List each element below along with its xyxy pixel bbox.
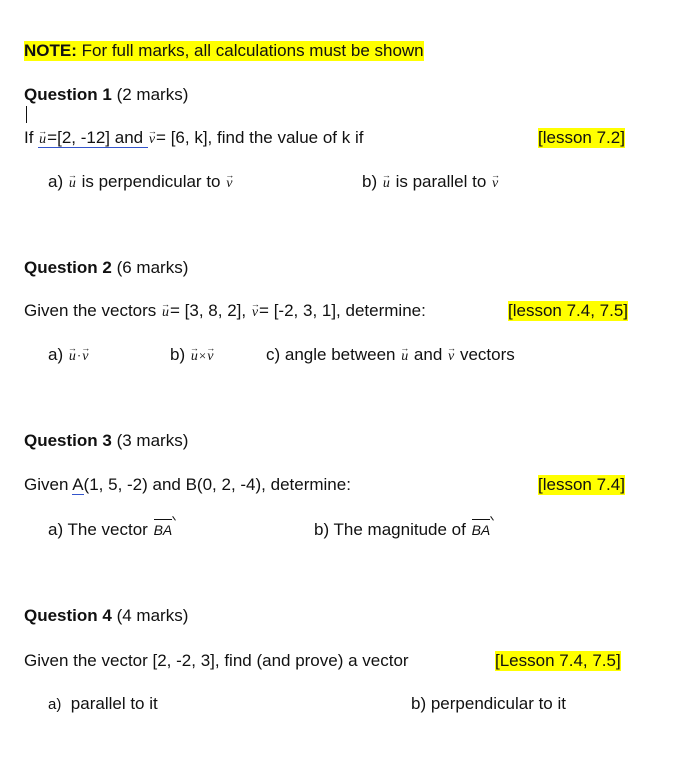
q2-part-c (266, 345, 515, 367)
vector-v: v → (206, 349, 214, 364)
q4-title: Question 4 (24, 606, 112, 625)
note-line (24, 41, 424, 61)
vector-u: u → (190, 349, 199, 364)
note-text: For full marks, all calculations must be shown (76, 41, 424, 60)
q4-marks: (4 marks) (111, 606, 189, 625)
point-a: A (72, 475, 84, 494)
q1-b-text: is parallel to (390, 172, 492, 191)
q2-mid2: = [-2, 3, 1], determine: (259, 301, 426, 320)
q4-part-b: b) perpendicular to it (411, 694, 566, 713)
q3-lesson: [lesson 7.4] (538, 475, 625, 494)
q2-mid1: = [3, 8, 2], (170, 301, 251, 320)
dot-operator: · (76, 348, 82, 363)
q1-mid1: =[2, -12] and (47, 128, 148, 147)
q2-b-label: b) (170, 345, 186, 364)
cross-operator: × (198, 348, 207, 363)
segment-ba: BA (471, 522, 491, 538)
q2-part-a (48, 345, 89, 367)
q1-part-a (48, 172, 233, 194)
q2-c-end: vectors (455, 345, 515, 364)
q3-rest: (1, 5, -2) and B(0, 2, -4), determine: (83, 475, 351, 494)
q1-part-b (362, 172, 499, 194)
vector-v: v → (491, 176, 499, 191)
q1-heading (24, 85, 188, 105)
q2-stem (24, 301, 426, 323)
q3-b-text: b) The magnitude of (314, 520, 471, 539)
vector-v: v → (225, 176, 233, 191)
q3-stem (24, 475, 351, 495)
q3-title: Question 3 (24, 431, 112, 450)
q3-marks: (3 marks) (111, 431, 189, 450)
q1-pre: If (24, 128, 39, 147)
q2-c-and: and (409, 345, 448, 364)
q4-a-text: parallel to it (70, 694, 158, 713)
q2-heading (24, 258, 188, 278)
vector-v: v → (148, 132, 156, 147)
vector-u: u → (161, 305, 170, 320)
q3-part-b (314, 520, 491, 540)
text-cursor (26, 106, 27, 123)
q3-pre: Given (24, 475, 73, 494)
q2-lesson: [lesson 7.4, 7.5] (508, 301, 629, 320)
q2-a-label: a) (48, 345, 64, 364)
note-label: NOTE: (24, 41, 77, 60)
vector-v: v → (447, 349, 455, 364)
q4-heading (24, 606, 188, 626)
q2-marks: (6 marks) (111, 258, 189, 277)
vector-u: u → (68, 349, 77, 364)
vector-v: v → (251, 305, 259, 320)
q1-lesson: [lesson 7.2] (538, 128, 625, 147)
q4-part-a (48, 694, 158, 715)
q3-heading (24, 431, 188, 451)
q1-stem (24, 128, 363, 150)
vector-u: u → (38, 132, 47, 148)
q1-a-text: is perpendicular to (76, 172, 226, 191)
q3-part-a (48, 520, 173, 540)
q4-lesson: [Lesson 7.4, 7.5] (495, 651, 621, 670)
q1-mid2: = [6, k], find the value of k if (156, 128, 364, 147)
q2-c-text: c) angle between (266, 345, 401, 364)
segment-ba: BA (153, 522, 173, 538)
q4-a-label: a) (48, 696, 62, 713)
q4-stem: Given the vector [2, -2, 3], find (and prove) a vector (24, 651, 409, 670)
q2-title: Question 2 (24, 258, 112, 277)
q2-pre: Given the vectors (24, 301, 162, 320)
q1-title: Question 1 (24, 85, 112, 104)
vector-u: u → (382, 176, 391, 191)
q3-a-text: a) The vector (48, 520, 153, 539)
vector-u: u → (400, 349, 409, 364)
q1-marks: (2 marks) (111, 85, 189, 104)
vector-v: v → (81, 349, 89, 364)
q2-part-b (170, 345, 214, 367)
q1-b-label: b) (362, 172, 378, 191)
q1-a-label: a) (48, 172, 64, 191)
vector-u: u → (68, 176, 77, 191)
